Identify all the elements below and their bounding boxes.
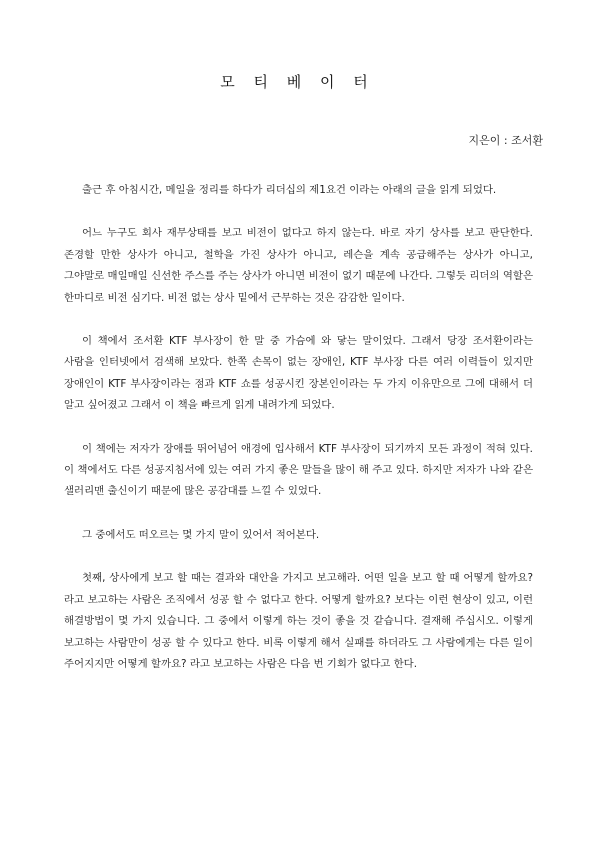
paragraph-4: 이 책에는 저자가 장애를 뛰어넘어 애경에 입사해서 KTF 부사장이 되기까지 모든 과정이 적혀 있다. 이 책에서도 다른 성공지침서에 있는 여러 가지 좋은 말들을 많이 해 주고 있다. 하지만 저자가 나와 같은 샐러리맨 출신이기 때문에 많은 공감대를 느낄 수 있었다.	[64, 442, 533, 498]
paragraph-2: 어느 누구도 회사 재무상태를 보고 비전이 없다고 하지 않는다. 바로 자기 상사를 보고 판단한다. 존경할 만한 상사가 아니고, 철학을 가진 상사가 아니고, 레슨을 계속 공급해주는 상사가 아니고, 그야말로 매일매일 신선한 주스를 주는 상사가 아니면 비전이 없기 때문에 나간다. 그렇듯 리더의 역할은 한마디로 비전 심기다. 비전 없는 상사 밑에서 근무하는 것은 감감한 일이다.	[64, 227, 533, 304]
paragraph-6: 첫째, 상사에게 보고 할 때는 결과와 대안을 가지고 보고해라. 어떤 일을 보고 할 때 어떻게 할까요? 라고 보고하는 사람은 조직에서 성공 할 수 없다고 한다. 어떻게 할까요? 보다는 이런 현상이 있고, 이런 해결방법이 몇 가지 있습니다. 그 중에서 이렇게 하는 것이 좋을 것 같습니다. 결재해 주십시오. 이렇게 보고하는 사람만이 성공 할 수 있다고 한다. 비록 이렇게 해서 실패를 하더라도 그 사람에게는 다른 일이 주어지지만 어떻게 할까요? 라고 보고하는 사람은 다음 번 기회가 없다고 한다.	[64, 572, 533, 670]
paragraph-5: 그 중에서도 떠오르는 몇 가지 말이 있어서 적어본다.	[82, 528, 320, 541]
document-body	[64, 180, 533, 697]
document-title: 모 티 베 이 터	[220, 73, 375, 91]
paragraph-3: 이 책에서 조서환 KTF 부사장이 한 말 중 가슴에 와 닿는 말이었다. 그래서 당장 조서환이라는 사람을 인터넷에서 검색해 보았다. 한쪽 손목이 없는 장애인, KTF 부사장 다른 여러 이력들이 있지만 장애인이 KTF 부사장이라는 점과 KTF 쇼를 성공시킨 장본인이라는 두 가지 이유만으로 그에 대해서 더 알고 싶어졌고 그래서 이 책을 빠르게 읽게 내려가게 되었다.	[64, 335, 533, 412]
author-line: 지은이 : 조서환	[468, 134, 543, 147]
paragraph-1: 출근 후 아침시간, 메일을 정리를 하다가 리더십의 제1요건 이라는 아래의 글을 읽게 되었다.	[82, 184, 497, 196]
